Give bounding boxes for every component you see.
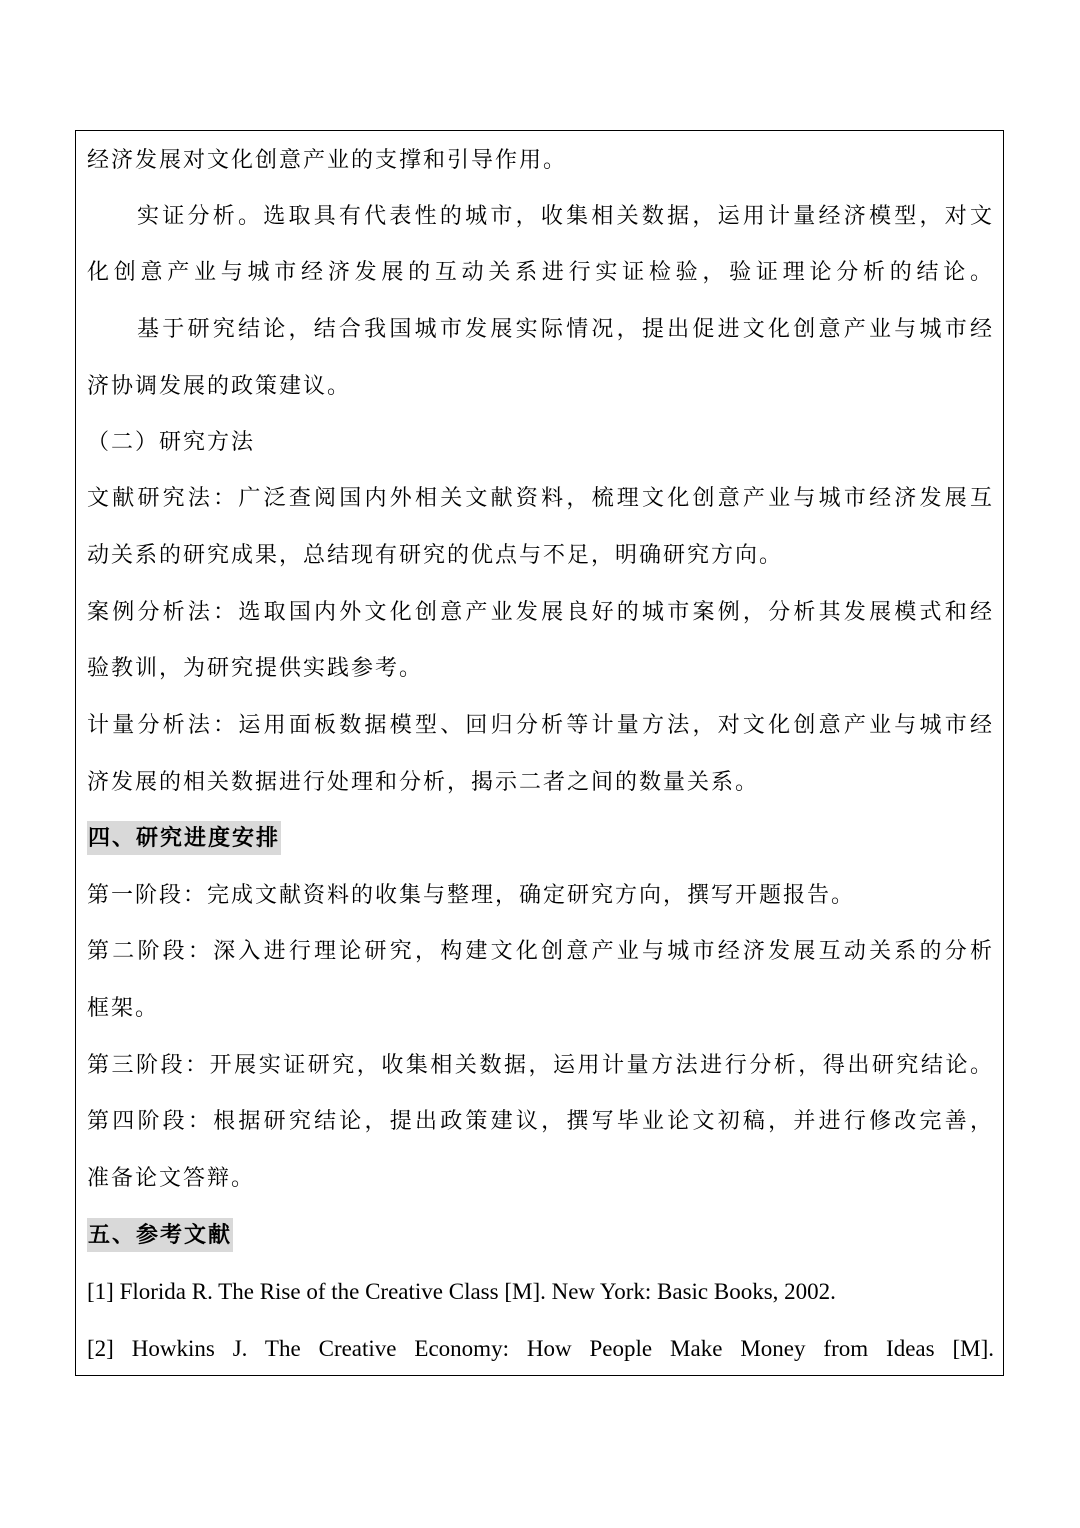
paragraph-line: 验教训，为研究提供实践参考。: [87, 656, 424, 681]
section-heading-references: [87, 1216, 994, 1256]
subsection-heading: （二）研究方法: [87, 430, 256, 455]
paragraph-line: 基于研究结论，结合我国城市发展实际情况，提出促进文化创意产业与城市经: [137, 317, 994, 342]
reference-item: [2] Howkins J. The Creative Economy: How People Make Money from Ideas [M].: [87, 1336, 994, 1361]
schedule-line: 第二阶段：深入进行理论研究，构建文化创意产业与城市经济发展互动关系的分析: [87, 939, 994, 964]
section-heading-schedule: [87, 819, 994, 859]
paragraph-line: 济发展的相关数据进行处理和分析，揭示二者之间的数量关系。: [87, 770, 760, 795]
schedule-line: 准备论文答辩。: [87, 1166, 256, 1191]
section-heading-text: 五、参考文献: [87, 1218, 233, 1252]
paragraph-line: 济协调发展的政策建议。: [87, 374, 352, 399]
schedule-line: 第四阶段：根据研究结论，提出政策建议，撰写毕业论文初稿，并进行修改完善，: [87, 1109, 994, 1134]
paragraph-line: 经济发展对文化创意产业的支撑和引导作用。: [87, 148, 568, 173]
paragraph-line: 计量分析法：运用面板数据模型、回归分析等计量方法，对文化创意产业与城市经: [87, 713, 994, 738]
schedule-line: 第一阶段：完成文献资料的收集与整理，确定研究方向，撰写开题报告。: [87, 883, 856, 908]
paragraph-line: 文献研究法：广泛查阅国内外相关文献资料，梳理文化创意产业与城市经济发展互: [87, 486, 994, 511]
paragraph-line: 动关系的研究成果，总结现有研究的优点与不足，明确研究方向。: [87, 543, 784, 568]
schedule-line: 框架。: [87, 996, 160, 1021]
document-table-cell: [75, 130, 1004, 1376]
paragraph-line: 实证分析。选取具有代表性的城市，收集相关数据，运用计量经济模型，对文: [137, 204, 994, 229]
schedule-line: 第三阶段：开展实证研究，收集相关数据，运用计量方法进行分析，得出研究结论。: [87, 1053, 994, 1078]
paragraph-line: 案例分析法：选取国内外文化创意产业发展良好的城市案例，分析其发展模式和经: [87, 600, 994, 625]
reference-item: [1] Florida R. The Rise of the Creative Class [M]. New York: Basic Books, 2002.: [87, 1279, 836, 1304]
section-heading-text: 四、研究进度安排: [87, 821, 281, 855]
paragraph-line: 化创意产业与城市经济发展的互动关系进行实证检验，验证理论分析的结论。: [87, 260, 994, 285]
